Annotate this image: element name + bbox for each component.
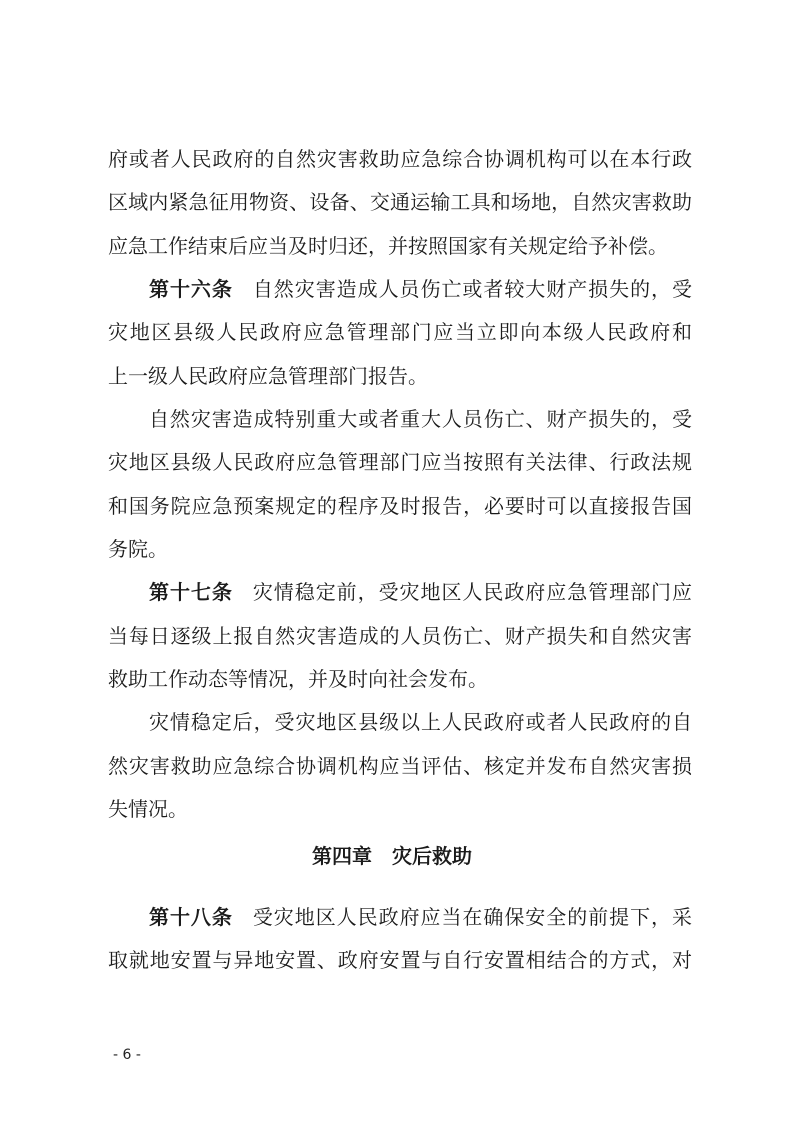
text-line-content: 受灾地区人民政府应当在确保安全的前提下，采 <box>252 905 692 929</box>
text-line <box>108 268 692 311</box>
text-line-content: 自然灾害造成人员伤亡或者较大财产损失的，受 <box>252 276 692 301</box>
text-line: 和国务院应急预案规定的程序及时报告，必要时可以直接报告国 <box>108 493 692 518</box>
text-line: 然灾害救助应急综合协调机构应当评估、核定并发布自然灾害损 <box>108 753 692 778</box>
text-line: 自然灾害造成特别重大或者重大人员伤亡、财产损失的，受 <box>149 406 692 431</box>
text-line: 灾地区县级人民政府应急管理部门应当按照有关法律、行政法规 <box>108 450 692 475</box>
text-line: 府或者人民政府的自然灾害救助应急综合协调机构可以在本行政 <box>108 147 692 171</box>
page-number: - 6 - <box>113 1047 141 1063</box>
article-18-paragraph <box>108 896 692 983</box>
text-line <box>108 896 692 939</box>
text-line: 取就地安置与异地安置、政府安置与自行安置相结合的方式，对 <box>108 948 692 973</box>
text-line: 失情况。 <box>108 796 188 821</box>
body-text-before-chapter <box>108 138 692 831</box>
body-text-after-chapter <box>108 896 692 983</box>
text-line: 当每日逐级上报自然灾害造成的人员伤亡、财产损失和自然灾害 <box>108 623 692 648</box>
text-line <box>108 571 692 614</box>
paragraph-continued <box>108 138 692 268</box>
article-label: 第十六条 <box>149 276 233 301</box>
text-line: 灾情稳定后，受灾地区县级以上人民政府或者人民政府的自 <box>149 710 692 735</box>
article-17-paragraph <box>108 571 692 701</box>
text-line-content: 灾情稳定前，受灾地区人民政府应急管理部门应 <box>252 580 692 605</box>
text-line: 灾地区县级人民政府应急管理部门应当立即向本级人民政府和 <box>108 320 692 345</box>
article-label: 第十八条 <box>149 905 233 929</box>
text-line: 区域内紧急征用物资、设备、交通运输工具和场地，自然灾害救助 <box>108 190 692 215</box>
text-line: 上一级人民政府应急管理部门报告。 <box>108 363 428 388</box>
text-line: 救助工作动态等情况，并及时向社会发布。 <box>108 666 488 691</box>
paragraph <box>108 398 692 571</box>
article-16-paragraph <box>108 268 692 398</box>
paragraph <box>108 701 692 831</box>
text-line: 务院。 <box>108 536 168 561</box>
chapter-heading: 第四章 灾后救助 <box>312 844 472 868</box>
text-line: 应急工作结束后应当及时归还，并按照国家有关规定给予补偿。 <box>108 233 668 258</box>
article-label: 第十七条 <box>149 580 233 605</box>
